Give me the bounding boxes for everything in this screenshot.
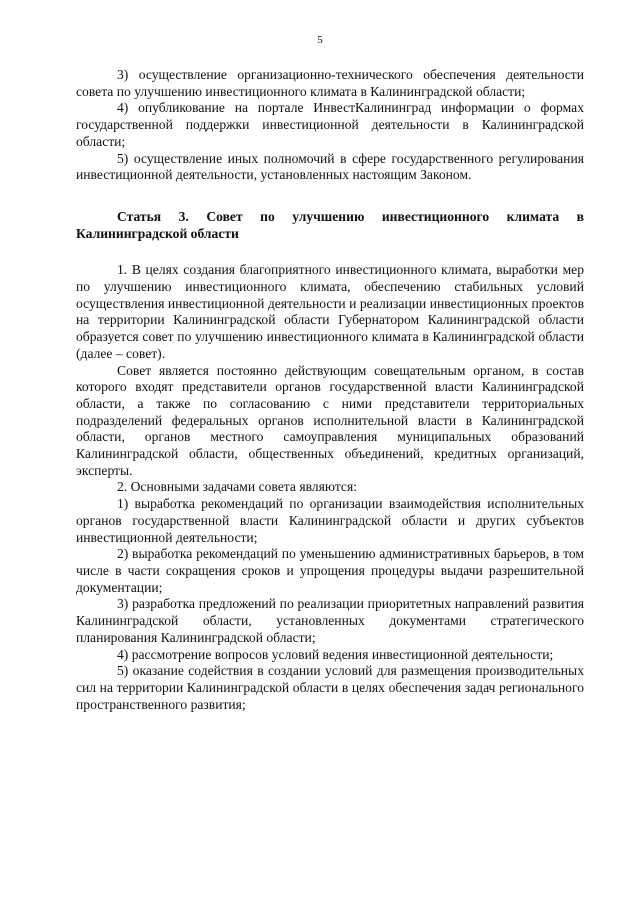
article-paragraph-1: 1. В целях создания благоприятного инвестиционного климата, выработки мер по улучшению инвестиционного климата, обеспечению стабильных условий осуществления инвестиционной деятельности и реализации инвестиционных проектов на территории Калининградской области Губернатором Калининградской области образуется совет по улучшению инвестиционного климата в Калининградской области (далее – совет).	[76, 262, 584, 361]
page-number: 5	[317, 34, 323, 46]
list-item-5: 5) осуществление иных полномочий в сфере государственного регулирования инвестиционной деятельности, установленных настоящим Законом.	[76, 150, 584, 183]
task-item-5: 5) оказание содействия в создании условий для размещения производительных сил на территории Калининградской области в целях обеспечения задач регионального пространственного развития;	[76, 663, 584, 712]
article-heading: Статья 3. Совет по улучшению инвестиционного климата в Калининградской области	[76, 208, 584, 241]
task-item-2: 2) выработка рекомендаций по уменьшению административных барьеров, в том числе в части сокращения сроков и упрощения процедуры выдачи разрешительной документации;	[76, 546, 584, 595]
document-body	[76, 67, 584, 713]
list-item-4: 4) опубликование на портале ИнвестКалининград информации о формах государственной поддержки инвестиционной деятельности в Калининградской области;	[76, 100, 584, 149]
task-item-3: 3) разработка предложений по реализации приоритетных направлений развития Калининградской области, установленных документами стратегического планирования Калининградской области;	[76, 596, 584, 645]
article-paragraph-2: 2. Основными задачами совета являются:	[117, 479, 357, 495]
list-item-3: 3) осуществление организационно-технического обеспечения деятельности совета по улучшению инвестиционного климата в Калининградской области;	[76, 67, 584, 99]
task-item-4: 4) рассмотрение вопросов условий ведения инвестиционной деятельности;	[117, 646, 554, 662]
article-paragraph-council: Совет является постоянно действующим совещательным органом, в состав которого входят представители органов государственной власти Калининградской области, а также по согласованию с ними представители территориальных подразделений федеральных органов исполнительной власти в Калининградской области, органов местного самоуправления муниципальных образований Калининградской области, общественных объединений, кредитных организаций, эксперты.	[76, 362, 584, 478]
task-item-1: 1) выработка рекомендаций по организации взаимодействия исполнительных органов государственной власти Калининградской области и других субъектов инвестиционной деятельности;	[76, 496, 584, 545]
